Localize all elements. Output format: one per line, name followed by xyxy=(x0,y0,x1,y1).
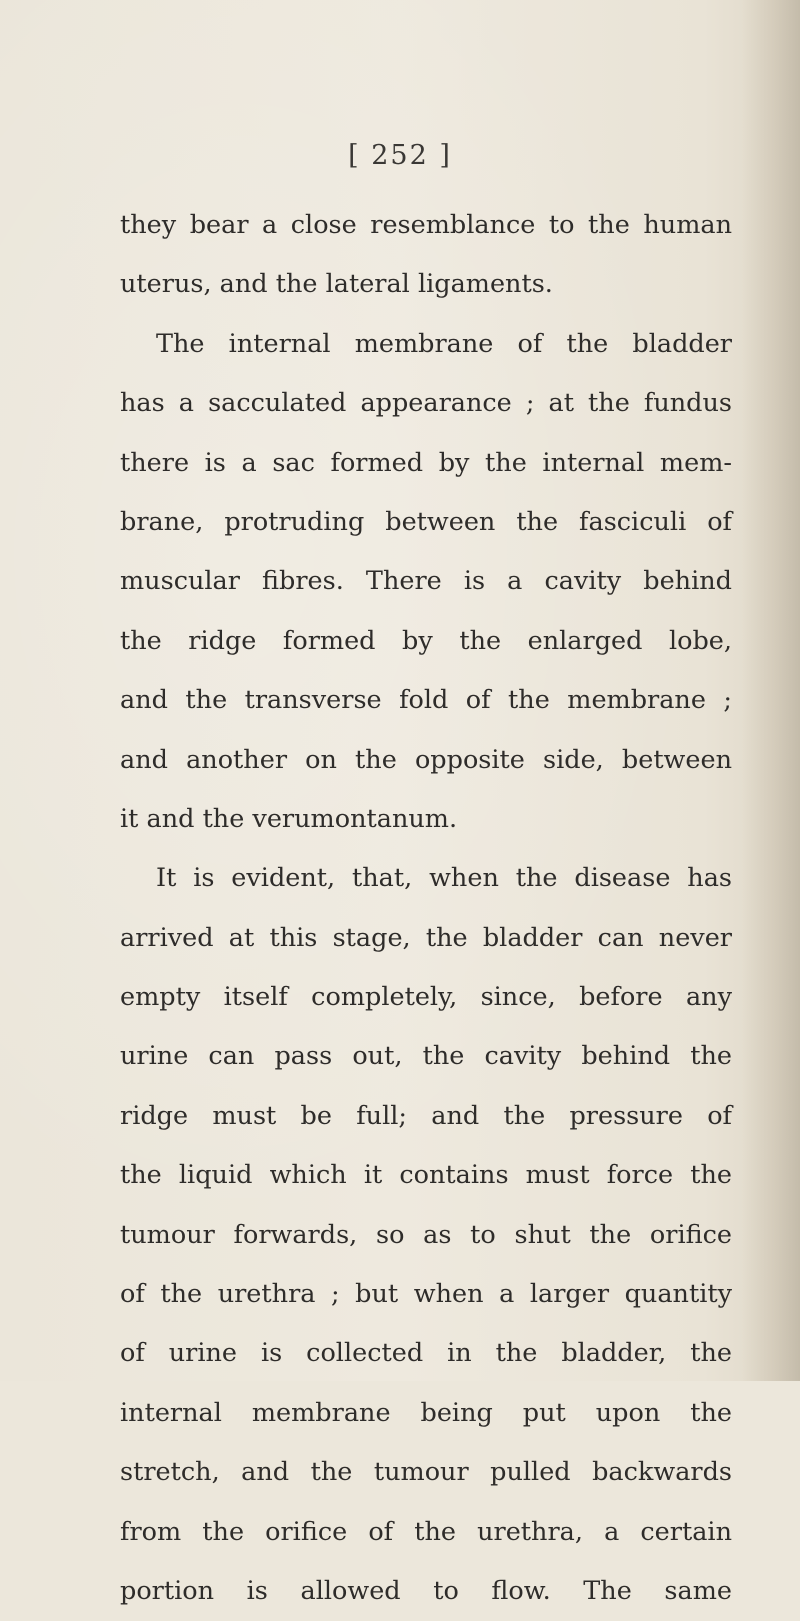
text-line: uterus, and the lateral ligaments. xyxy=(120,269,553,300)
text-line: stretch, and the tumour pulled backwards xyxy=(120,1457,732,1488)
page-number: [ 252 ] xyxy=(348,140,452,171)
text-line: empty itself completely, since, before any xyxy=(120,982,732,1013)
text-line: internal membrane being put upon the xyxy=(120,1397,732,1428)
text-line: it and the verumontanum. xyxy=(120,803,458,834)
text-line: has a sacculated appearance ; at the fundus xyxy=(120,388,732,419)
body-text xyxy=(120,196,732,1621)
text-line: the liquid which it contains must force the xyxy=(120,1160,732,1191)
page-edge-shadow xyxy=(742,0,800,1381)
text-line: It is evident, that, when the disease has xyxy=(156,863,732,894)
text-line: and another on the opposite side, between xyxy=(120,744,732,775)
text-line: tumour forwards, so as to shut the orifice xyxy=(120,1219,732,1250)
text-line: of the urethra ; but when a larger quantity xyxy=(120,1279,732,1310)
text-line: muscular fibres. There is a cavity behind xyxy=(120,566,732,597)
text-line: there is a sac formed by the internal mem- xyxy=(120,447,732,478)
text-line: urine can pass out, the cavity behind the xyxy=(120,1041,732,1072)
text-line: of urine is collected in the bladder, the xyxy=(120,1338,732,1369)
text-line: the ridge formed by the enlarged lobe, xyxy=(120,625,732,656)
text-line: brane, protruding between the fasciculi of xyxy=(120,506,732,537)
text-line: and the transverse fold of the membrane ; xyxy=(120,685,732,716)
text-line: from the orifice of the urethra, a certain xyxy=(120,1516,732,1547)
text-line: The internal membrane of the bladder xyxy=(156,328,732,359)
text-line: portion is allowed to flow. The same xyxy=(120,1575,732,1606)
text-line: ridge must be full; and the pressure of xyxy=(120,1100,732,1131)
text-line: arrived at this stage, the bladder can never xyxy=(120,922,732,953)
text-line: they bear a close resemblance to the human xyxy=(120,210,732,240)
